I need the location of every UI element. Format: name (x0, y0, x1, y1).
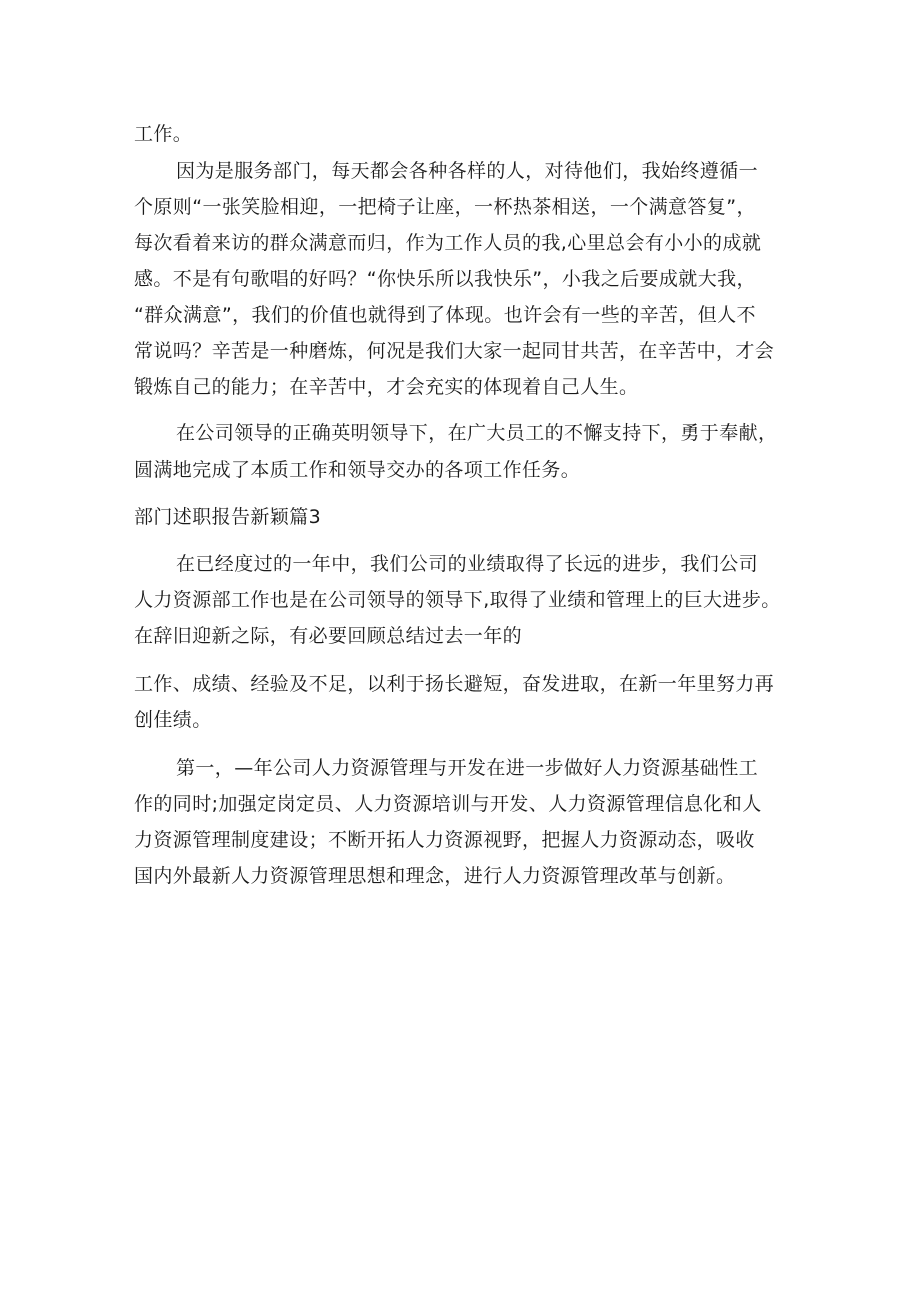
text-line: 国内外最新人力资源管理思想和理念，进行人力资源管理改革与创新。 (134, 865, 736, 887)
text-line: 每次看着来访的群众满意而归，作为工作人员的我,心里总会有小小的成就 (134, 232, 762, 254)
text-line: 创佳绩。 (134, 709, 212, 731)
text-line: 工作。 (134, 123, 193, 145)
text-line: 作的同时;加强定岗定员、人力资源培训与开发、人力资源管理信息化和人 (134, 793, 762, 815)
text-line: 锻炼自己的能力；在辛苦中，才会充实的体现着自己人生。 (134, 376, 639, 398)
text-line: 感。不是有句歌唱的好吗？“你快乐所以我快乐”，小我之后要成就大我， (134, 268, 756, 290)
text-line: “群众满意”，我们的价值也就得到了体现。也许会有一些的辛苦，但人不 (134, 304, 756, 326)
text-line: 工作、成绩、经验及不足，以利于扬长避短，奋发进取，在新一年里努力再 (134, 673, 775, 695)
text-line: 第一，—年公司人力资源管理与开发在进一步做好人力资源基础性工 (176, 757, 759, 779)
text-line: 在公司领导的正确英明领导下，在广大员工的不懈支持下，勇于奉献， (176, 422, 778, 444)
section-heading: 部门述职报告新颖篇3 (134, 506, 322, 528)
text-line: 在辞旧迎新之际，有必要回顾总结过去一年的 (134, 625, 523, 647)
text-line: 因为是服务部门，每天都会各种各样的人，对待他们，我始终遵循一 (176, 160, 759, 182)
text-line: 常说吗？辛苦是一种磨炼，何况是我们大家一起同甘共苦，在辛苦中，才会 (134, 340, 775, 362)
text-line: 人力资源部工作也是在公司领导的领导下,取得了业绩和管理上的巨大进步。 (134, 589, 781, 611)
text-line: 力资源管理制度建设；不断开拓人力资源视野，把握人力资源动态，吸收 (134, 829, 755, 851)
text-line: 个原则“一张笑脸相迎，一把椅子让座，一杯热茶相送，一个满意答复”， (134, 196, 756, 218)
text-line: 圆满地完成了本质工作和领导交办的各项工作任务。 (134, 459, 581, 481)
text-line: 在已经度过的一年中，我们公司的业绩取得了长远的进步，我们公司 (176, 553, 759, 575)
